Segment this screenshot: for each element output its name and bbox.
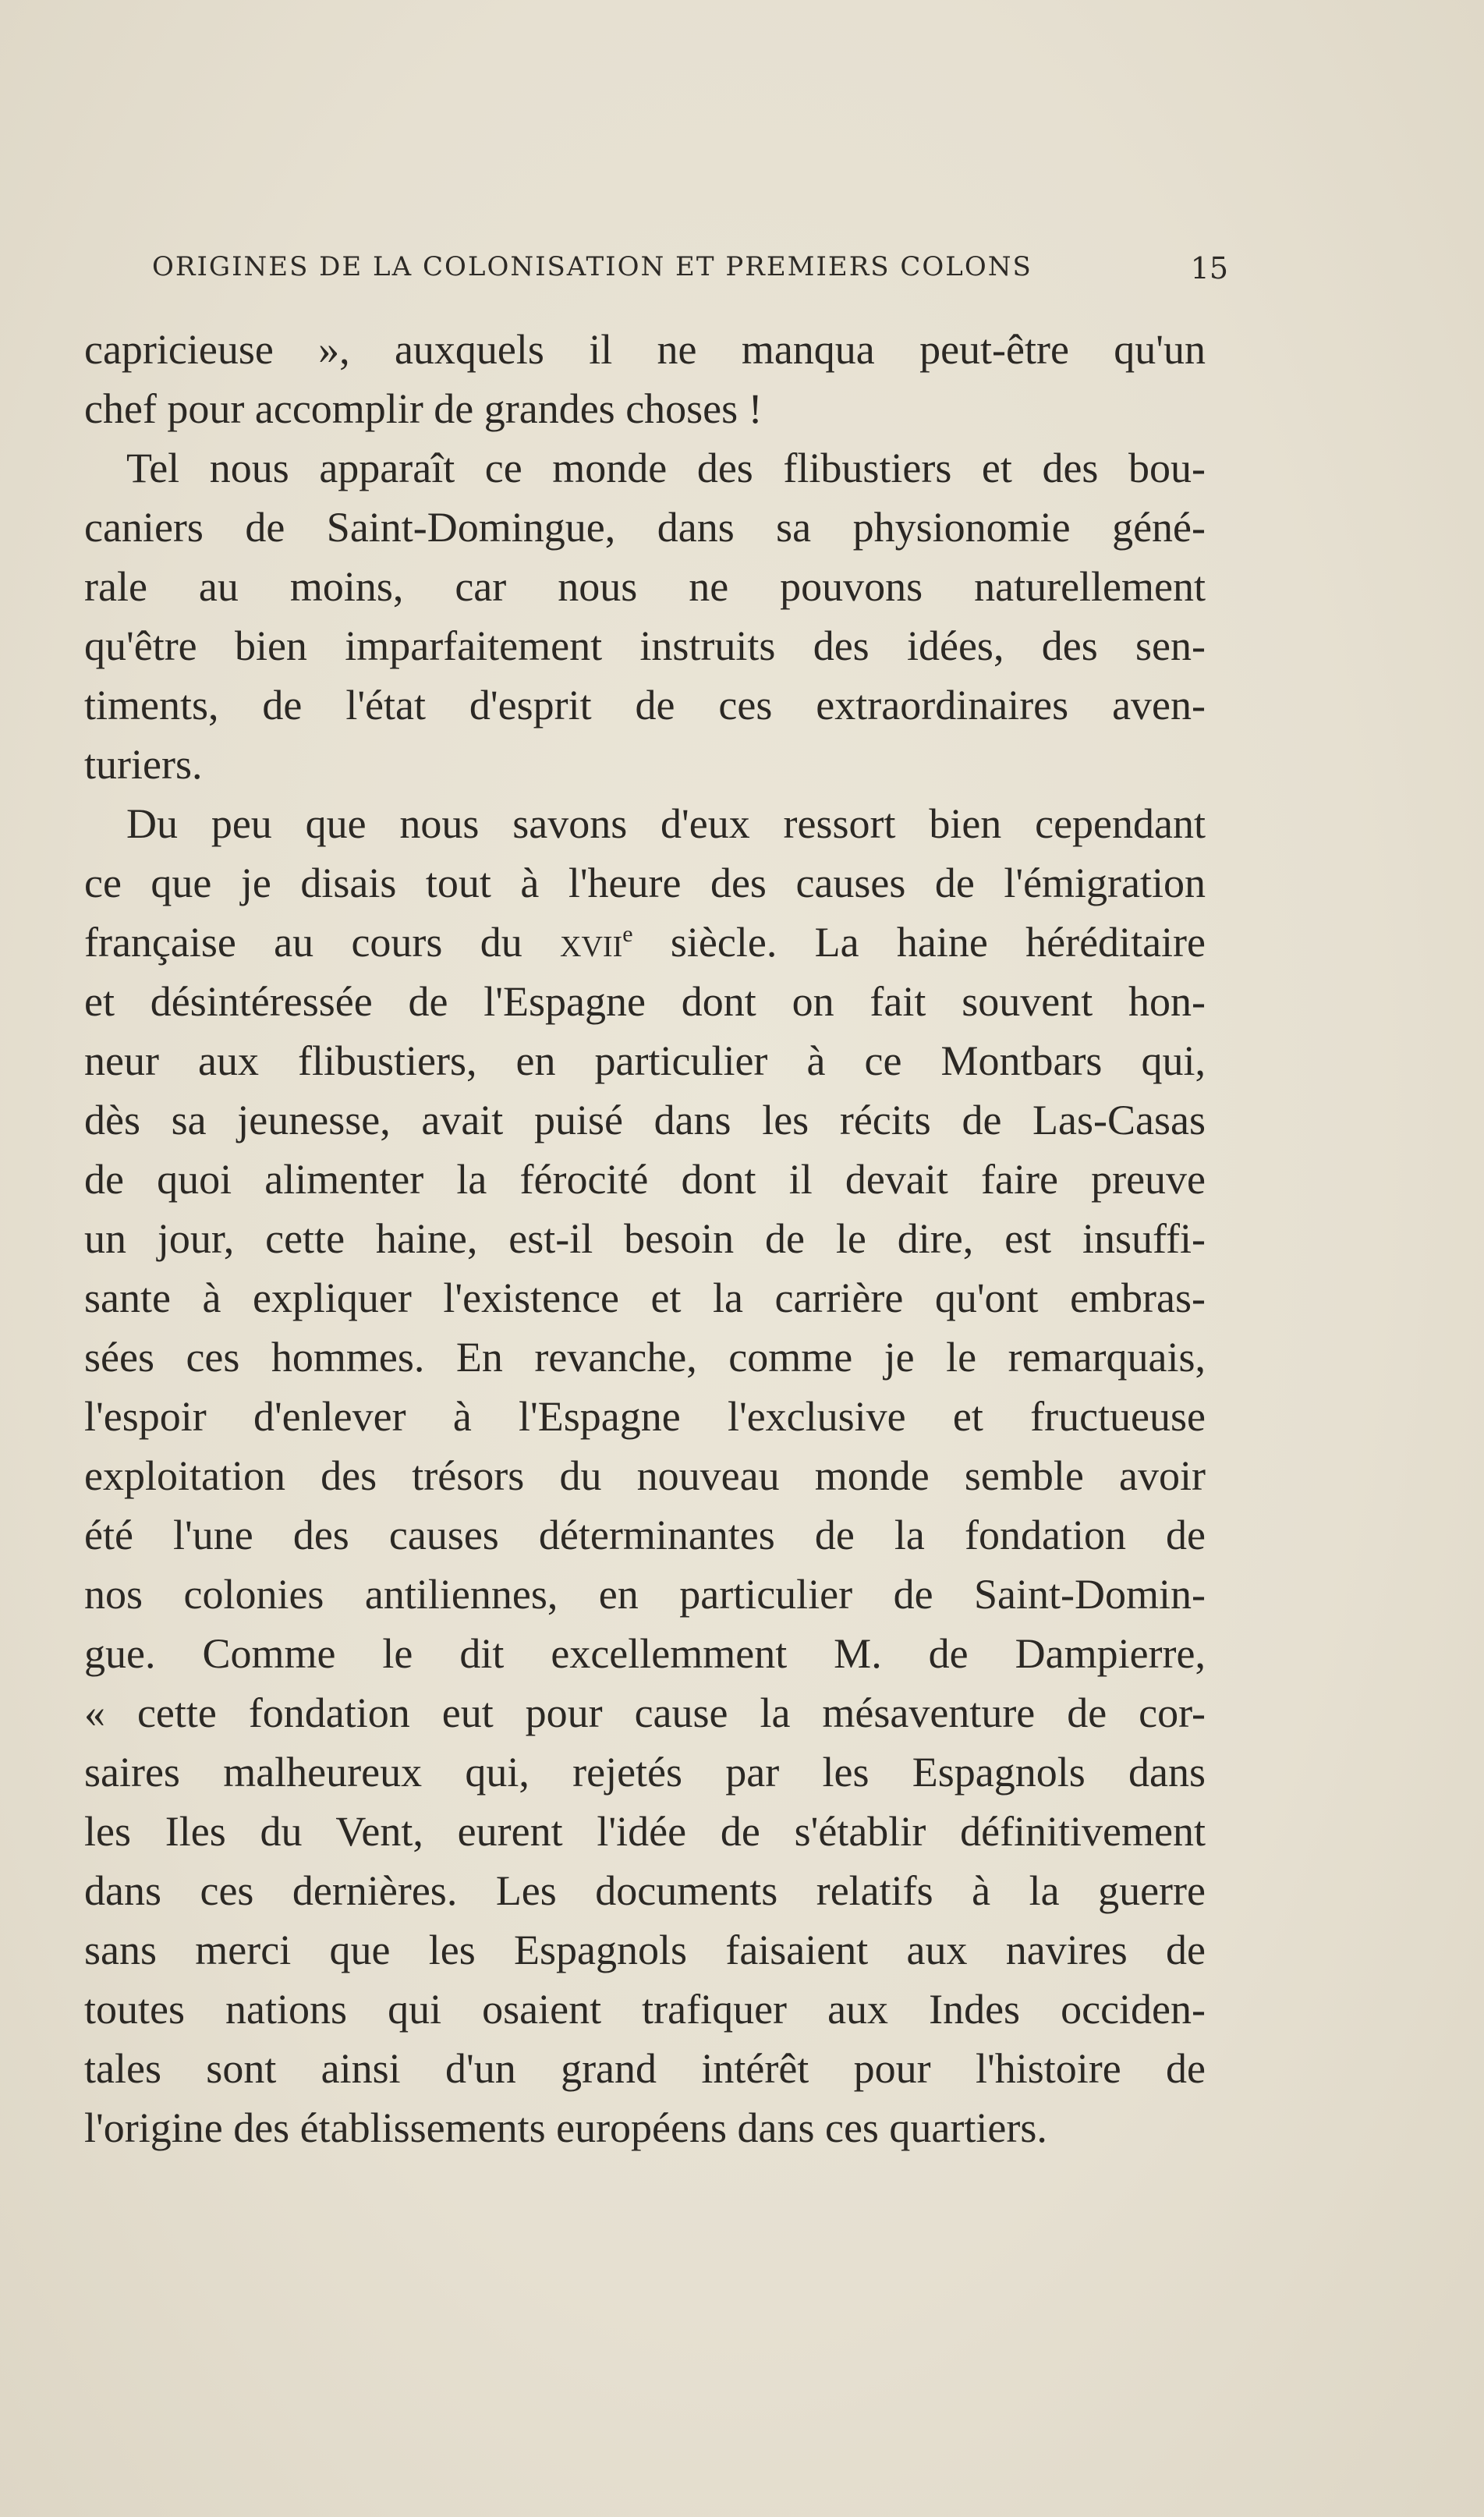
text-line: exploitation des trésors du nouveau monde semble avoir (84, 1452, 1206, 1499)
paragraph-start-line: Du peu que nous savons d'eux ressort bien cependant (126, 800, 1206, 847)
text-line: dans ces dernières. Les documents relatifs à la guerre (84, 1867, 1206, 1914)
text-line: de quoi alimenter la férocité dont il devait faire preuve (84, 1156, 1206, 1203)
text-line: turiers. (84, 741, 203, 788)
text-line: été l'une des causes déterminantes de la fondation de (84, 1512, 1206, 1558)
text-line: l'espoir d'enlever à l'Espagne l'exclusive et fructueuse (84, 1393, 1206, 1440)
century-roman: xvii (560, 919, 623, 966)
text-line: sante à expliquer l'existence et la carrière qu'ont embras- (84, 1274, 1206, 1321)
text-line: « cette fondation eut pour cause la mésaventure de cor- (84, 1689, 1206, 1736)
text-line: rale au moins, car nous ne pouvons naturellement (84, 563, 1206, 610)
text-line: gue. Comme le dit excellemment M. de Dampierre, (84, 1630, 1206, 1677)
paragraph-start-line: Tel nous apparaît ce monde des flibustiers et des bou- (126, 445, 1206, 491)
text-line: les Iles du Vent, eurent l'idée de s'établir définitivement (84, 1808, 1206, 1855)
running-title: ORIGINES DE LA COLONISATION ET PREMIERS COLONS (152, 251, 1032, 282)
text-line: neur aux flibustiers, en particulier à ce Montbars qui, (84, 1037, 1206, 1084)
text-line: et désintéressée de l'Espagne dont on fait souvent hon- (84, 978, 1206, 1025)
text-line: caniers de Saint-Domingue, dans sa physionomie géné- (84, 504, 1206, 551)
text-line: un jour, cette haine, est-il besoin de le dire, est insuffi- (84, 1215, 1206, 1262)
text-line: saires malheureux qui, rejetés par les Espagnols dans (84, 1749, 1206, 1796)
running-head (152, 251, 1228, 298)
body-text (84, 320, 1206, 2157)
century-superscript: e (622, 921, 633, 947)
page-number: 15 (1190, 251, 1228, 285)
text-line: toutes nations qui osaient trafiquer aux Indes occiden- (84, 1986, 1206, 2033)
text-line: ce que je disais tout à l'heure des causes de l'émigration (84, 860, 1206, 906)
text-line: nos colonies antiliennes, en particulier de Saint-Domin- (84, 1571, 1206, 1618)
text-line-with-century (84, 913, 1206, 972)
text-line: l'origine des établissements européens dans ces quartiers. (84, 2104, 1047, 2151)
line-lead: française au cours du (84, 919, 522, 966)
text-line: capricieuse », auxquels il ne manqua peut-être qu'un (84, 326, 1206, 373)
text-line: timents, de l'état d'esprit de ces extraordinaires aven- (84, 682, 1206, 729)
text-line: chef pour accomplir de grandes choses ! (84, 385, 763, 432)
text-line: tales sont ainsi d'un grand intérêt pour l'histoire de (84, 2045, 1206, 2092)
line-tail: siècle. La haine héréditaire (670, 919, 1206, 966)
text-line: sans merci que les Espagnols faisaient aux navires de (84, 1927, 1206, 1973)
text-line: sées ces hommes. En revanche, comme je le remarquais, (84, 1334, 1206, 1381)
text-line: dès sa jeunesse, avait puisé dans les récits de Las-Casas (84, 1097, 1206, 1143)
text-line: qu'être bien imparfaitement instruits des idées, des sen- (84, 622, 1206, 669)
